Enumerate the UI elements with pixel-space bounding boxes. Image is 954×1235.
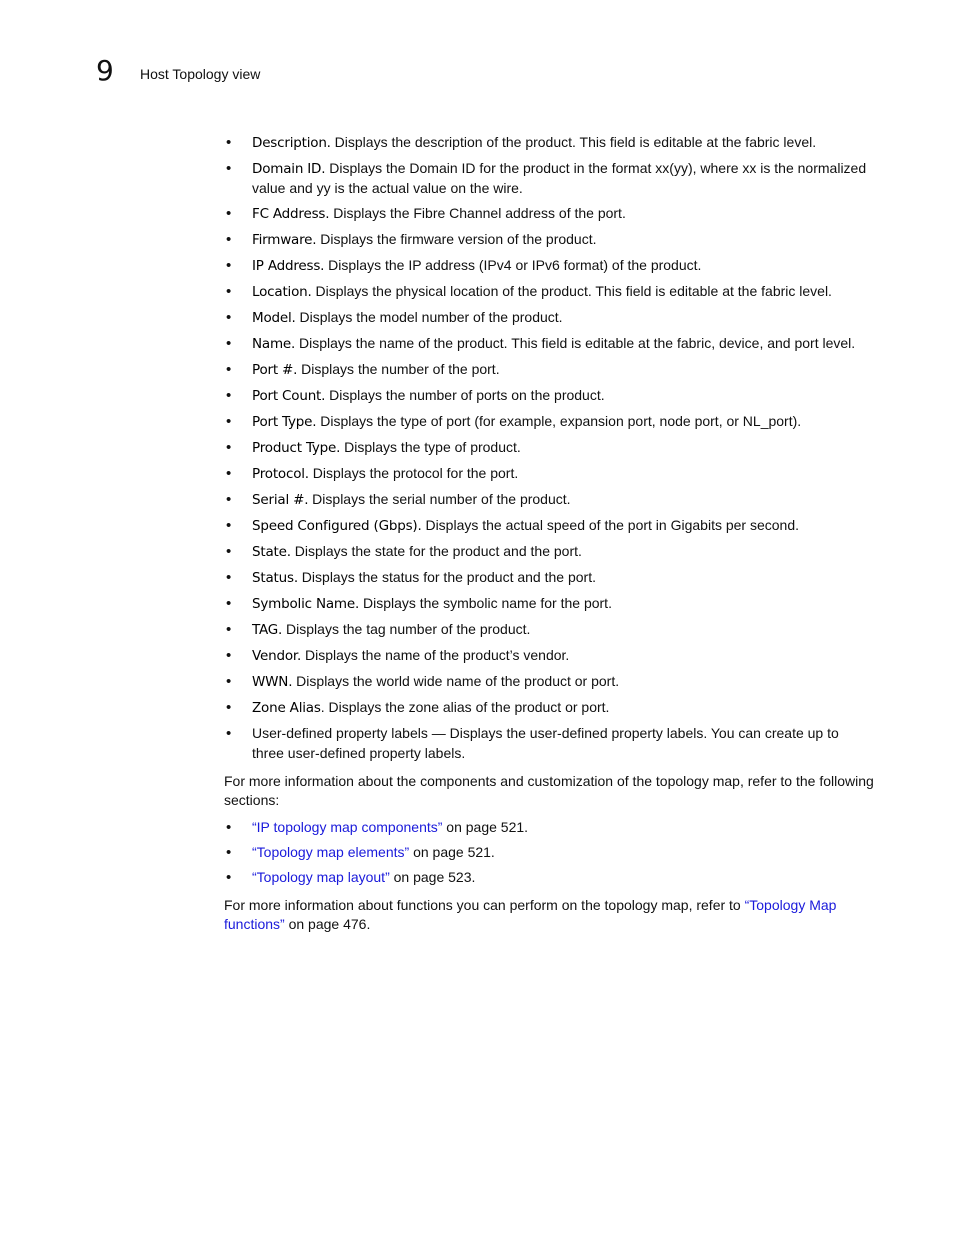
- list-item: [224, 308, 874, 328]
- bullet-icon: •: [226, 257, 232, 274]
- item-term: Name.: [252, 336, 296, 352]
- item-text: Displays the Fibre Channel address of the port.: [329, 205, 626, 221]
- bullet-icon: •: [226, 309, 232, 326]
- item-term: State.: [252, 544, 291, 560]
- item-term: Firmware.: [252, 232, 317, 248]
- related-links-list: [224, 818, 874, 887]
- item-text: Displays the tag number of the product.: [282, 621, 531, 637]
- list-item: [224, 159, 874, 198]
- item-text: User-defined property labels — Displays the user-defined property labels. You can create up to three user-defined property labels.: [252, 725, 839, 761]
- bullet-icon: •: [226, 844, 232, 861]
- bullet-icon: •: [226, 283, 232, 300]
- list-item: [224, 620, 874, 640]
- item-term: Port Type.: [252, 414, 317, 430]
- item-term: Status.: [252, 570, 298, 586]
- list-item: [224, 818, 874, 837]
- item-text: Displays the status for the product and the port.: [297, 569, 596, 585]
- link-topology-map-elements[interactable]: “Topology map elements”: [252, 844, 410, 860]
- item-term: TAG.: [252, 622, 283, 638]
- item-text: Displays the type of port (for example, expansion port, node port, or NL_port).: [316, 413, 802, 429]
- bullet-icon: •: [226, 869, 232, 886]
- list-item: [224, 646, 874, 666]
- item-text: Displays the type of product.: [340, 439, 521, 455]
- list-item: [224, 868, 874, 887]
- bullet-icon: •: [226, 819, 232, 836]
- list-item: [224, 282, 874, 302]
- functions-text-before: For more information about functions you can perform on the topology map, refer to: [224, 897, 745, 913]
- list-item: [224, 698, 874, 718]
- item-term: Serial #.: [252, 492, 309, 508]
- list-item: [224, 438, 874, 458]
- item-term: Port #.: [252, 362, 298, 378]
- link-page-ref: on page 523.: [389, 869, 476, 885]
- item-text: Displays the IP address (IPv4 or IPv6 format) of the product.: [324, 257, 702, 273]
- bullet-icon: •: [226, 439, 232, 456]
- list-item: [224, 843, 874, 862]
- item-text: Displays the Domain ID for the product in the format xx(yy), where xx is the normalized value and yy is the actual value on the wire.: [252, 160, 867, 196]
- list-item: [224, 568, 874, 588]
- list-item: [224, 256, 874, 276]
- item-text: Displays the number of ports on the product.: [325, 387, 605, 403]
- item-term: Speed Configured (Gbps).: [252, 518, 422, 534]
- list-item: [224, 594, 874, 614]
- more-info-paragraph: For more information about the components and customization of the topology map, refer to the following sections:: [224, 773, 874, 808]
- item-text: Displays the symbolic name for the port.: [359, 595, 612, 611]
- bullet-icon: •: [226, 361, 232, 378]
- item-term: Description.: [252, 135, 331, 151]
- functions-paragraph: [224, 896, 874, 934]
- list-item: [224, 230, 874, 250]
- list-item: [224, 133, 874, 153]
- bullet-icon: •: [226, 205, 232, 222]
- bullet-icon: •: [226, 491, 232, 508]
- property-list: [224, 133, 874, 763]
- chapter-number: 9: [96, 54, 114, 87]
- item-text: Displays the actual speed of the port in Gigabits per second.: [421, 517, 800, 533]
- item-term: Domain ID.: [252, 161, 326, 177]
- list-item: [224, 464, 874, 484]
- item-text: Displays the name of the product’s vendor.: [301, 647, 570, 663]
- item-term: Location.: [252, 284, 312, 300]
- list-item: [224, 724, 874, 763]
- item-term: WWN.: [252, 674, 293, 690]
- bullet-icon: •: [226, 699, 232, 716]
- item-text: Displays the serial number of the product.: [308, 491, 571, 507]
- link-topology-map-functions[interactable]: “Topology Map functions”: [224, 897, 837, 932]
- functions-text-after: on page 476.: [284, 916, 371, 932]
- bullet-icon: •: [226, 621, 232, 638]
- item-text: Displays the physical location of the product. This field is editable at the fabric level.: [311, 283, 832, 299]
- item-term: Product Type.: [252, 440, 341, 456]
- bullet-icon: •: [226, 134, 232, 151]
- bullet-icon: •: [226, 673, 232, 690]
- bullet-icon: •: [226, 725, 232, 742]
- bullet-icon: •: [226, 647, 232, 664]
- item-text: Displays the protocol for the port.: [308, 465, 519, 481]
- list-item: [224, 490, 874, 510]
- item-text: Displays the world wide name of the product or port.: [292, 673, 620, 689]
- link-page-ref: on page 521.: [442, 819, 529, 835]
- page-content: [224, 133, 874, 942]
- item-term: Port Count.: [252, 388, 326, 404]
- item-text: Displays the number of the port.: [297, 361, 500, 377]
- item-text: Displays the model number of the product.: [295, 309, 563, 325]
- list-item: [224, 386, 874, 406]
- item-text: . Displays the zone alias of the product or port.: [320, 699, 610, 715]
- bullet-icon: •: [226, 465, 232, 482]
- item-term: Protocol.: [252, 466, 309, 482]
- item-term: IP Address.: [252, 258, 325, 274]
- item-text: Displays the state for the product and the port.: [290, 543, 582, 559]
- link-topology-map-layout[interactable]: “Topology map layout”: [252, 869, 390, 885]
- list-item: [224, 542, 874, 562]
- item-term: FC Address.: [252, 206, 330, 222]
- list-item: [224, 204, 874, 224]
- bullet-icon: •: [226, 595, 232, 612]
- bullet-icon: •: [226, 413, 232, 430]
- item-term: Symbolic Name.: [252, 596, 360, 612]
- list-item: [224, 412, 874, 432]
- item-term: Zone Alias: [252, 700, 321, 716]
- item-text: Displays the description of the product. This field is editable at the fabric level.: [330, 134, 817, 150]
- item-text: Displays the firmware version of the product.: [316, 231, 597, 247]
- link-page-ref: on page 521.: [409, 844, 495, 860]
- bullet-icon: •: [226, 517, 232, 534]
- bullet-icon: •: [226, 231, 232, 248]
- list-item: [224, 672, 874, 692]
- bullet-icon: •: [226, 335, 232, 352]
- list-item: [224, 516, 874, 536]
- item-term: Vendor.: [252, 648, 302, 664]
- list-item: [224, 334, 874, 354]
- bullet-icon: •: [226, 569, 232, 586]
- list-item: [224, 360, 874, 380]
- link-ip-topology-map-components[interactable]: “IP topology map components”: [252, 819, 443, 835]
- item-term: Model.: [252, 310, 296, 326]
- section-title: Host Topology view: [140, 66, 261, 82]
- bullet-icon: •: [226, 543, 232, 560]
- bullet-icon: •: [226, 387, 232, 404]
- bullet-icon: •: [226, 160, 232, 177]
- item-text: Displays the name of the product. This field is editable at the fabric, device, and port level.: [295, 335, 856, 351]
